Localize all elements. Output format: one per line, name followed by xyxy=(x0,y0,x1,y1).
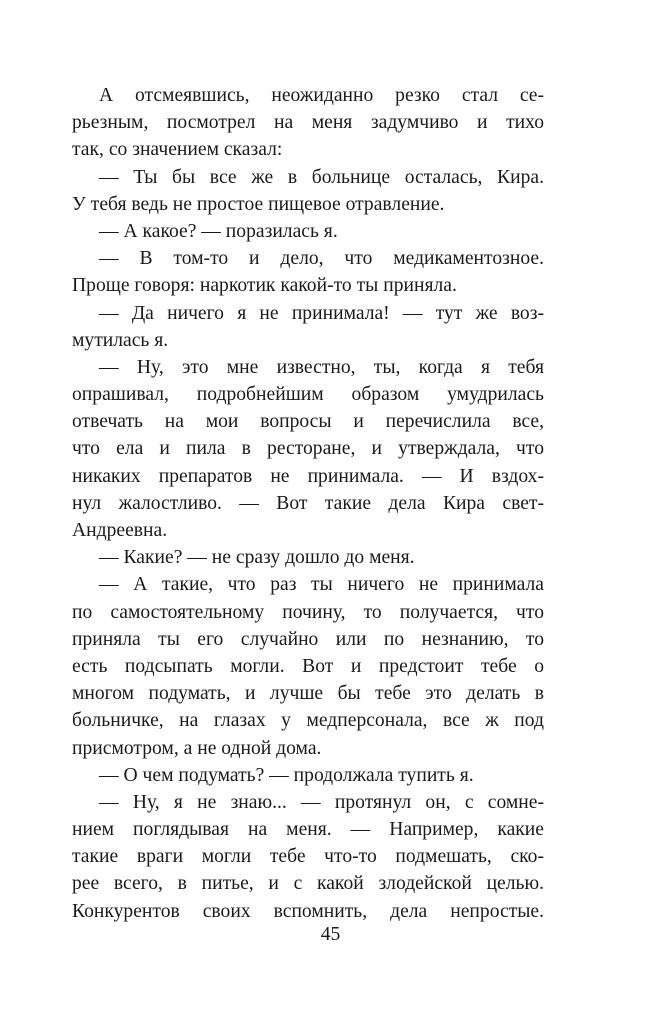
text-line: — Ну, я не знаю... — протянул он, с сомне- xyxy=(99,791,544,813)
text-line: Андреевна. xyxy=(72,520,168,541)
text-line: так, со значением сказал: xyxy=(72,139,283,161)
text-line: рьезным, посмотрел на меня задумчиво и тихо xyxy=(72,112,544,134)
text-line: присмотром, а не одной дома. xyxy=(72,737,322,759)
text-line: мутилась я. xyxy=(72,329,169,351)
text-line: — А какое? — поразилась я. xyxy=(99,220,338,242)
text-line: — Какие? — не сразу дошло до меня. xyxy=(99,547,415,569)
text-line: — О чем подумать? — продолжала тупить я. xyxy=(99,764,474,786)
text-line: никаких препаратов не принимала. — И вздох- xyxy=(72,465,544,487)
page-number: 45 xyxy=(320,924,341,945)
text-line: такие враги могли тебе что-то подмешать, ско- xyxy=(72,846,544,868)
body-text xyxy=(72,82,544,925)
text-line: есть подсыпать могли. Вот и предстоит тебе о xyxy=(72,655,544,677)
text-line: — Да ничего я не принимала! — тут же воз- xyxy=(99,302,544,324)
text-line: А отсмеявшись, неожиданно резко стал се- xyxy=(99,85,544,106)
text-line: У тебя ведь не простое пищевое отравление. xyxy=(72,193,445,215)
text-line: что ела и пила в ресторане, и утверждала, что xyxy=(72,438,544,460)
text-line: многом подумать, и лучше бы тебе это делать в xyxy=(72,683,544,705)
text-line: — В том-то и дело, что медикаментозное. xyxy=(99,248,544,270)
text-line: — А такие, что раз ты ничего не принимала xyxy=(99,574,544,596)
text-line: — Ну, это мне известно, ты, когда я тебя xyxy=(99,356,544,378)
text-line: по самостоятельному почину, то получается, что xyxy=(72,601,544,623)
text-line: — Ты бы все же в больнице осталась, Кира. xyxy=(99,166,544,188)
text-line: отвечать на мои вопросы и перечислила все, xyxy=(72,411,544,433)
text-line: рее всего, в питье, и с какой злодейской целью. xyxy=(72,873,544,895)
text-line: нул жалостливо. — Вот такие дела Кира свет- xyxy=(72,492,544,514)
text-line: больничке, на глазах у медперсонала, все ж под xyxy=(72,710,544,732)
text-line: нием поглядывая на меня. — Например, какие xyxy=(72,819,544,841)
text-line: Конкурентов своих вспомнить, дела непростые. xyxy=(72,900,544,922)
text-line: опрашивал, подробнейшим образом умудрилась xyxy=(72,384,544,406)
text-line: приняла ты его случайно или по незнанию, то xyxy=(72,628,544,650)
text-line: Проще говоря: наркотик какой-то ты приняла. xyxy=(72,275,457,297)
